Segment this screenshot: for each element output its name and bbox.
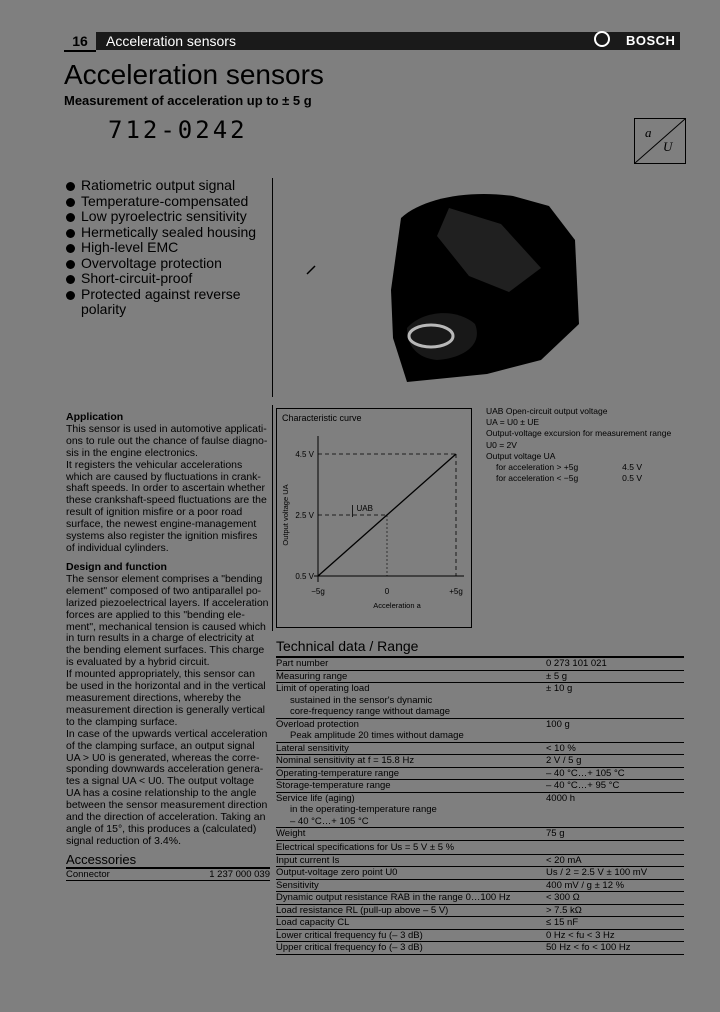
electrical-row-label: Load capacity CL — [276, 917, 350, 928]
technical-row-label: in the operating-temperature range — [290, 804, 437, 815]
technical-row-value: – 40 °C…+ 105 °C — [546, 767, 625, 779]
body-line: measurement directions, whereby the — [66, 691, 242, 704]
electrical-row-label: Input current Is — [276, 854, 340, 866]
technical-row-value: ± 10 g — [546, 683, 573, 694]
electrical-row-label: Output-voltage zero point U0 — [276, 867, 398, 878]
body-line: is evaluated by a hybrid circuit. — [66, 656, 210, 669]
electrical-row — [276, 855, 684, 868]
body-line: angle of 15°, this produces a (calculated) — [66, 822, 257, 835]
legend-line: UA = U0 ± UE — [486, 417, 540, 428]
x-tick-label: +5g — [449, 587, 463, 596]
body-line: This sensor is used in automotive applicati- — [66, 422, 267, 435]
body-line: sponding downwards acceleration genera- — [66, 763, 264, 776]
body-line: signal reduction of 3.4%. — [66, 834, 181, 847]
x-tick-label: 0 — [384, 587, 390, 596]
technical-row-value: < 10 % — [546, 742, 576, 754]
technical-row-value: 100 g — [546, 718, 570, 730]
y-axis-label: Output voltage UA — [281, 484, 290, 546]
body-line: The sensor element comprises a "bending — [66, 572, 263, 585]
accessory-part-number: 1 237 000 039 — [209, 869, 270, 880]
electrical-row — [276, 905, 684, 918]
body-line: ons to rule out the chance of faulse diagno- — [66, 434, 268, 447]
body-line: forces are applied to this "bending ele- — [66, 608, 245, 621]
electrical-row-value: 0 Hz < fu < 3 Hz — [546, 929, 615, 941]
technical-row-value: 4000 h — [546, 792, 576, 804]
electrical-row-label: Upper critical frequency fo (– 3 dB) — [276, 942, 423, 953]
technical-row — [276, 671, 684, 684]
technical-row-value: ± 5 g — [546, 670, 568, 682]
technical-row — [276, 755, 684, 768]
technical-row — [276, 816, 684, 829]
technical-row — [276, 743, 684, 756]
application-section — [66, 412, 270, 555]
accessory-row — [66, 869, 270, 881]
body-line: UA > U0 is generated, whereas the corre- — [66, 751, 260, 764]
electrical-row — [276, 917, 684, 930]
page-number: 16 — [64, 32, 96, 52]
technical-row-label: Limit of operating load — [276, 683, 370, 694]
electrical-spec-table — [276, 842, 684, 955]
technical-row — [276, 793, 684, 805]
technical-row-value — [551, 730, 684, 742]
technical-row — [276, 695, 684, 707]
electrical-row-value: ≤ 15 nF — [546, 917, 579, 928]
body-line: between the sensor measurement direction — [66, 799, 268, 812]
symbol-top: a — [645, 125, 652, 140]
chart-title: Characteristic curve — [282, 413, 362, 423]
transducer-symbol — [634, 118, 686, 164]
feature-item: Ratiometric output signal — [66, 178, 276, 194]
technical-row — [276, 719, 684, 731]
body-line: to the clamping surface. — [66, 715, 178, 728]
x-tick-label: −5g — [311, 587, 325, 596]
body-line: If mounted appropriately, this sensor can — [66, 668, 255, 681]
uab-annotation: UAB — [356, 504, 373, 513]
electrical-title-row — [276, 842, 684, 855]
body-line: and the direction of acceleration. Taking an — [66, 811, 266, 824]
feature-item: Overvoltage protection — [66, 256, 276, 272]
legend-line: U0 = 2V — [486, 439, 517, 450]
technical-row-value: – 40 °C…+ 95 °C — [546, 780, 620, 791]
technical-row-value: 75 g — [546, 828, 565, 839]
feature-item: Protected against reverse polarity — [66, 287, 276, 318]
legend-row — [486, 473, 682, 484]
technical-row-value — [551, 804, 684, 816]
technical-row-label: Overload protection — [276, 718, 359, 730]
technical-row — [276, 804, 684, 816]
y-tick-label: 4.5 V — [295, 450, 314, 459]
body-line: be used in the horizontal and in the vertical — [66, 680, 266, 693]
legend-line: UAB Open-circuit output voltage — [486, 406, 608, 416]
body-line: shaft speeds. In order to ascertain whether — [66, 482, 266, 495]
body-line: the bending element surfaces. This charge — [66, 644, 265, 657]
electrical-row — [276, 892, 684, 905]
section-title: Acceleration sensors — [106, 33, 236, 49]
body-line: which are caused by fluctuations in crank- — [66, 470, 261, 483]
electrical-row-label: Lower critical frequency fu (– 3 dB) — [276, 929, 423, 941]
sensor-image — [273, 178, 684, 397]
electrical-row — [276, 867, 684, 880]
technical-row-label: Service life (aging) — [276, 792, 355, 804]
technical-row — [276, 828, 684, 841]
electrical-row-value: < 300 Ω — [546, 892, 580, 903]
electrical-row-value: > 7.5 kΩ — [546, 904, 582, 916]
legend-row-label: for acceleration > +5g — [496, 462, 579, 473]
legend-row-label: for acceleration < −5g — [496, 473, 579, 484]
technical-row-label: Weight — [276, 828, 306, 839]
electrical-row-label: Dynamic output resistance RAB in the range 0…100 Hz — [276, 892, 511, 903]
feature-item: Hermetically sealed housing — [66, 225, 276, 241]
electrical-title: Electrical specifications for Us = 5 V ± 5 % — [276, 842, 455, 853]
brand-name: BOSCH — [626, 33, 676, 48]
body-line: result of ignition misfire or a poor road — [66, 506, 243, 519]
technical-row-label: – 40 °C…+ 105 °C — [290, 815, 369, 827]
bosch-logo-icon — [594, 31, 610, 47]
technical-row-value: 2 V / 5 g — [546, 755, 582, 766]
body-line: of the clamping surface, an output signal — [66, 739, 255, 752]
electrical-row-value: Us / 2 = 2.5 V ± 100 mV — [546, 867, 648, 878]
column-divider — [272, 405, 273, 631]
body-line: element" composed of two antiparallel po- — [66, 584, 262, 597]
electrical-row — [276, 942, 684, 955]
technical-row-label: Measuring range — [276, 670, 348, 682]
technical-row-label: core-frequency range without damage — [290, 706, 451, 717]
technical-data-title: Technical data / Range — [276, 638, 419, 654]
technical-row-label: Peak amplitude 20 times without damage — [290, 730, 464, 741]
legend-row-value: 0.5 V — [622, 473, 642, 484]
electrical-row-value: < 20 mA — [546, 854, 582, 866]
legend-row-value: 4.5 V — [622, 462, 642, 473]
technical-row-label: Storage-temperature range — [276, 780, 391, 791]
technical-row — [276, 683, 684, 695]
legend-line: Output-voltage excursion for measurement range — [486, 428, 672, 439]
accessories-title: Accessories — [66, 852, 137, 867]
product-photo — [272, 178, 684, 397]
technical-row-value — [551, 816, 684, 828]
x-axis-label: Acceleration a — [373, 601, 421, 610]
body-line: systems also register the ignition misfires — [66, 530, 258, 543]
feature-item: Short-circuit-proof — [66, 271, 276, 287]
body-line: of individual cylinders. — [66, 541, 169, 554]
feature-list — [66, 178, 276, 318]
technical-row-value: 0 273 101 021 — [546, 658, 607, 669]
technical-row — [276, 706, 684, 719]
technical-row-label: Operating-temperature range — [276, 767, 400, 779]
curve-legend — [486, 406, 682, 484]
electrical-row-value: 400 mV / g ± 12 % — [546, 879, 625, 891]
characteristic-curve-chart — [276, 408, 470, 626]
series-line — [318, 454, 456, 576]
body-line: sis in the engine electronics. — [66, 446, 198, 459]
page-subtitle: Measurement of acceleration up to ± 5 g — [64, 93, 312, 108]
body-line: surface, the newest engine-management — [66, 518, 257, 531]
electrical-row-label: Sensitivity — [276, 879, 319, 891]
handwritten-note: 712-0242 — [108, 116, 248, 144]
body-line: In case of the upwards vertical acceleration — [66, 727, 268, 740]
design-heading: Design and function — [66, 561, 167, 573]
technical-row-value — [551, 695, 684, 707]
electrical-row — [276, 930, 684, 943]
body-line: in turn results in a charge of electricity at — [66, 632, 254, 645]
design-section — [66, 562, 270, 848]
symbol-diagonal — [635, 119, 685, 163]
body-line: ment", mechanical tension is caused which — [66, 620, 266, 633]
feature-item: High-level EMC — [66, 240, 276, 256]
legend-line: Output voltage UA — [486, 450, 556, 461]
body-line: It registers the vehicular accelerations — [66, 458, 243, 471]
application-heading: Application — [66, 411, 124, 423]
y-tick-label: 2.5 V — [295, 511, 314, 520]
body-line: tes a signal UA < U0. The output voltage — [66, 775, 255, 788]
electrical-row-value: 50 Hz < fo < 100 Hz — [546, 942, 631, 953]
body-line: UA has a cosine relationship to the angle — [66, 787, 257, 800]
technical-row-label: Nominal sensitivity at f = 15.8 Hz — [276, 755, 415, 766]
body-line: these crankshaft-speed fluctuations are the — [66, 494, 267, 507]
symbol-bottom: U — [663, 139, 673, 154]
y-tick-label: 0.5 V — [295, 572, 314, 581]
body-line: measurement direction is generally vertical — [66, 703, 266, 716]
technical-row — [276, 780, 684, 793]
electrical-row — [276, 880, 684, 893]
technical-row — [276, 658, 684, 671]
feature-item: Low pyroelectric sensitivity — [66, 209, 276, 225]
technical-row-label: sustained in the sensor's dynamic — [290, 694, 433, 706]
page-title: Acceleration sensors — [64, 59, 324, 90]
technical-row-value — [551, 706, 684, 718]
body-line: larized piezoelectrical layers. If acceleration — [66, 596, 269, 609]
feature-item: Temperature-compensated — [66, 194, 276, 210]
technical-row-label: Part number — [276, 658, 329, 669]
electrical-row-label: Load resistance RL (pull-up above – 5 V) — [276, 904, 449, 916]
accessory-item: Connector — [66, 869, 110, 880]
technical-row-label: Lateral sensitivity — [276, 742, 349, 754]
legend-row — [486, 462, 682, 473]
technical-data-table — [276, 658, 684, 841]
technical-row — [276, 768, 684, 781]
technical-row — [276, 730, 684, 743]
